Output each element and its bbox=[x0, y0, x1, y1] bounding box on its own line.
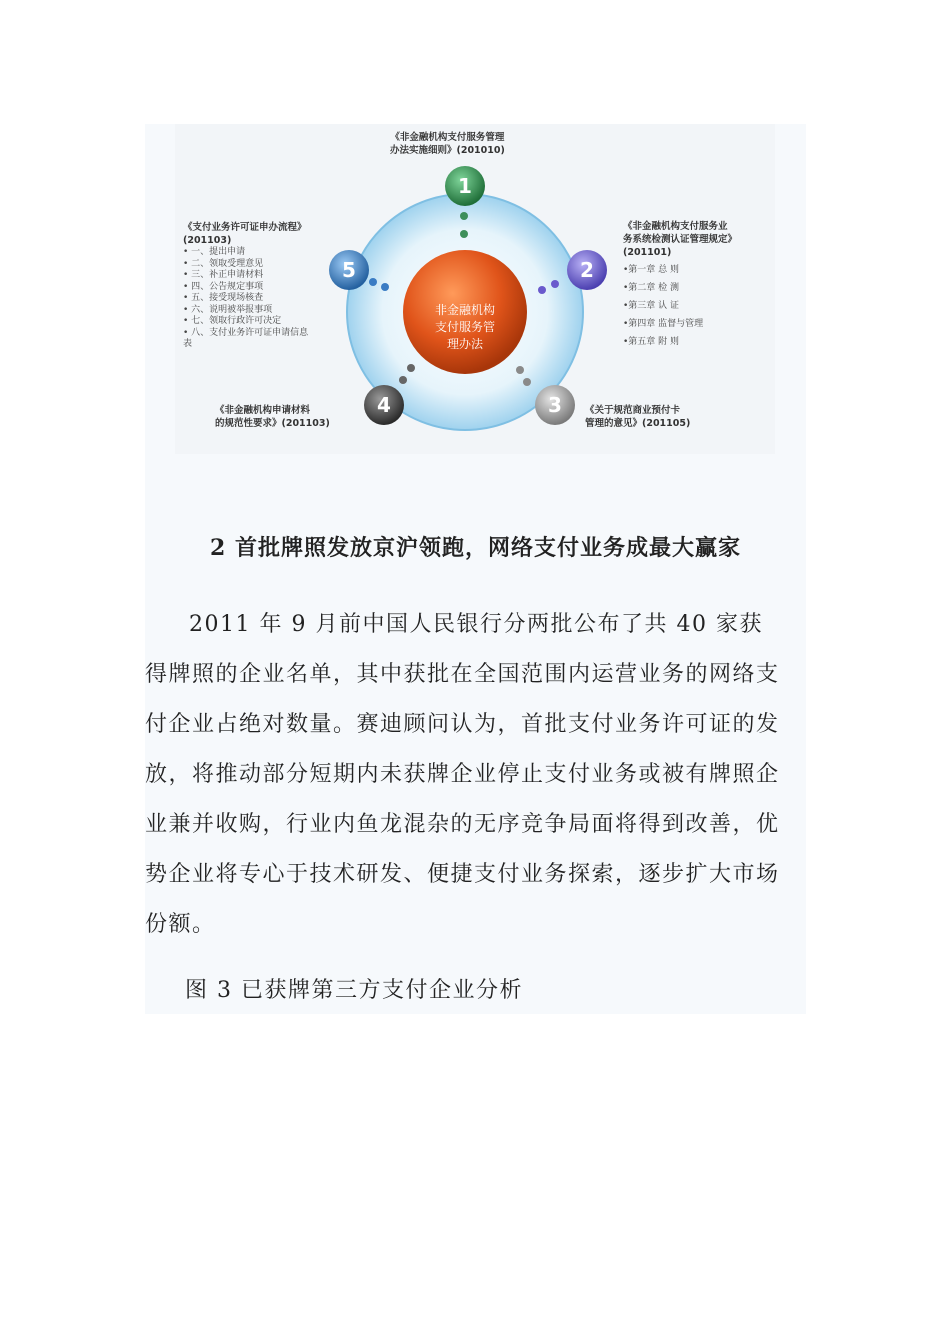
section-heading: 2 首批牌照发放京沪领跑，网络支付业务成最大赢家 bbox=[210, 535, 741, 561]
node-3-label: 《关于规范商业预付卡 管理的意见》(201105) bbox=[585, 405, 691, 429]
node-3-number: 3 bbox=[548, 393, 562, 417]
node-4-label: 《非金融机构申请材料 的规范性要求》(201103) bbox=[215, 405, 330, 429]
figure-caption: 图 3 已获牌第三方支付企业分析 bbox=[185, 978, 523, 1003]
body-paragraph: 2011 年 9 月前中国人民银行分两批公布了共 40 家获得牌照的企业名单，其中获批在全国范围内运营业务的网络支付企业占绝对数量。赛迪顾问认为，首批支付业务许可证的发放，将推动部分短期内未获牌企业停止支付业务或被有牌照企业兼并收购，行业内鱼龙混杂的无序竞争局面将得到改善，优势企业将专心于技术研发、便捷支付业务探索，逐步扩大市场份额。 bbox=[145, 612, 780, 937]
regulation-diagram bbox=[175, 124, 775, 454]
node-1-label: 《非金融机构支付服务管理 办法实施细则》(201010) bbox=[390, 132, 505, 156]
node-4-number: 4 bbox=[377, 393, 391, 417]
node-2-number: 2 bbox=[580, 258, 594, 282]
node-2-label: 《非金融机构支付服务业 务系统检测认证管理规定》 (201101) •第一章 总 则 •第二章 检 测 •第三章 认 证 •第四章 监督与管理 •第五章 附 则 bbox=[623, 221, 738, 347]
center-line-3: 理办法 bbox=[446, 337, 484, 351]
center-line-2: 支付服务管 bbox=[434, 320, 496, 334]
center-line-1: 非金融机构 bbox=[434, 303, 496, 317]
node-5-number: 5 bbox=[342, 258, 356, 282]
node-5-label: 《支付业务许可证申办流程》 (201103) • 一、提出申请 • 二、领取受理意见 • 三、补正申请材料 • 四、公告规定事项 • 五、接受现场核查 • 六、说明被举报事项 • 七、领取行政许可决定 • 八、支付业务许可证申请信息 表 bbox=[183, 222, 309, 349]
node-1-number: 1 bbox=[458, 174, 472, 198]
